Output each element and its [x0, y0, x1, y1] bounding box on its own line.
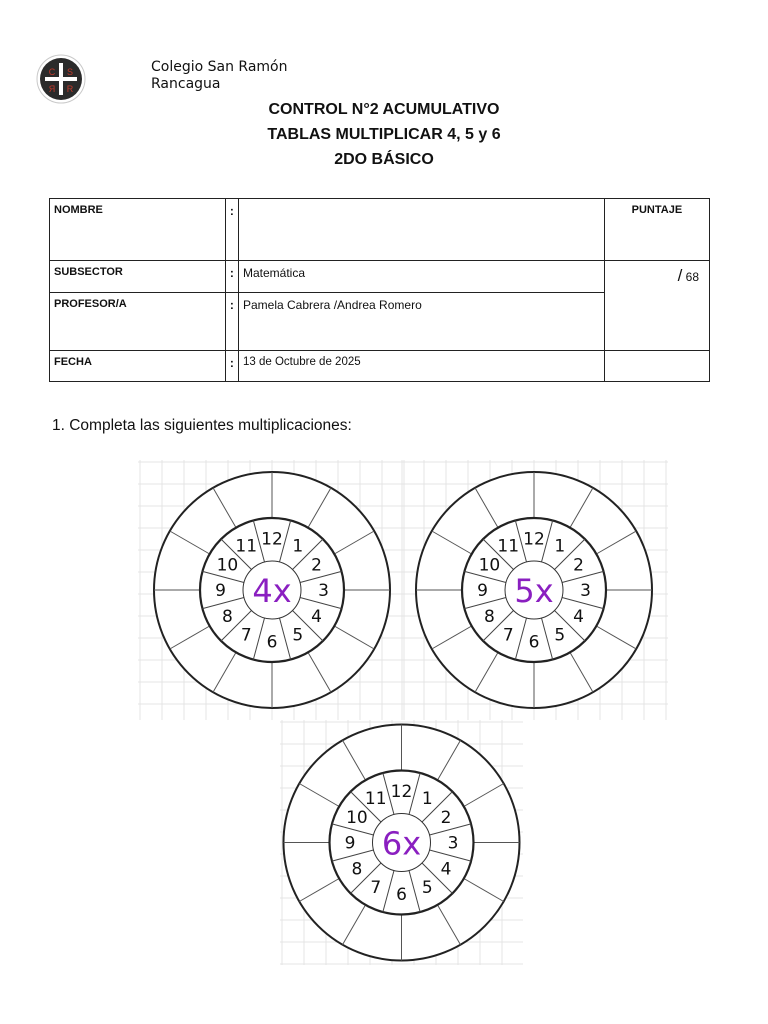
- school-header: [151, 59, 288, 93]
- fecha-value: 13 de Octubre de 2025: [238, 351, 604, 382]
- multiplication-wheel-4: [138, 460, 406, 720]
- wheel-number: 4: [573, 606, 585, 627]
- puntaje-label: PUNTAJE: [604, 199, 709, 261]
- wheel-number: 1: [421, 788, 433, 809]
- wheel-number: 2: [440, 807, 452, 828]
- multiplication-wheel-5: [400, 460, 668, 720]
- score-max: 68: [685, 270, 699, 284]
- wheel-center-label: 4x: [252, 572, 292, 610]
- wheel-number: 6: [396, 885, 407, 905]
- wheel-number: 8: [221, 606, 233, 627]
- wheel-number: 2: [573, 555, 585, 576]
- title-line-2: TABLAS MULTIPLICAR 4, 5 y 6: [267, 126, 501, 143]
- wheel-number: 9: [477, 581, 488, 601]
- wheel-center-label: 6x: [381, 824, 422, 863]
- wheel-number: 9: [215, 581, 226, 601]
- svg-text:C: C: [48, 67, 56, 77]
- row-nombre: [50, 199, 710, 261]
- profesor-value: Pamela Cabrera /Andrea Romero: [238, 293, 604, 351]
- wheel-number: 4: [311, 606, 323, 627]
- wheel-number: 5: [554, 625, 566, 646]
- wheel-number: 12: [390, 782, 413, 802]
- wheel-number: 11: [497, 536, 520, 557]
- score-slash: /: [677, 266, 683, 285]
- wheel-number: 10: [216, 555, 239, 576]
- svg-text:R: R: [48, 84, 56, 94]
- wheel-number: 11: [364, 788, 387, 809]
- wheel-number: 2: [311, 555, 323, 576]
- title-line-3: 2DO BÁSICO: [334, 151, 434, 168]
- colon: :: [225, 261, 238, 293]
- svg-text:R: R: [66, 84, 74, 94]
- wheel-number: 3: [318, 581, 329, 601]
- wheel-number: 5: [421, 878, 433, 899]
- wheel-number: 10: [346, 807, 368, 828]
- nombre-field[interactable]: [238, 199, 604, 261]
- wheel-number: 7: [502, 625, 514, 646]
- wheel-number: 12: [523, 529, 545, 550]
- wheel-number: 6: [528, 632, 540, 653]
- wheel-number: 8: [483, 606, 495, 627]
- fecha-label: FECHA: [50, 351, 226, 382]
- wheel-number: 11: [235, 536, 258, 557]
- subsector-value: Matemática: [238, 261, 604, 293]
- fecha-blank-cell: [604, 351, 709, 382]
- wheel-number: 3: [580, 581, 591, 601]
- wheel-number: 10: [478, 555, 501, 576]
- wheel-number: 1: [554, 536, 566, 557]
- school-name: Colegio San Ramón: [151, 59, 288, 75]
- colon: :: [225, 293, 238, 351]
- multiplication-wheel-6: [280, 720, 523, 965]
- wheel-number: 8: [351, 859, 363, 880]
- colon: :: [225, 199, 238, 261]
- question-1: 1. Completa las siguientes multiplicaciones:: [52, 417, 352, 434]
- row-subsector: [50, 261, 710, 293]
- wheel-number: 7: [370, 878, 382, 899]
- wheel-number: 4: [440, 859, 452, 880]
- colon: :: [225, 351, 238, 382]
- score-cell[interactable]: [604, 261, 709, 351]
- school-city: Rancagua: [151, 76, 221, 92]
- wheel-number: 6: [266, 632, 278, 653]
- row-fecha: [50, 351, 710, 382]
- profesor-label: PROFESOR/A: [50, 293, 226, 351]
- wheel-number: 7: [240, 625, 252, 646]
- student-info-table: [49, 198, 710, 382]
- wheel-number: 1: [292, 536, 304, 557]
- svg-text:S: S: [66, 67, 74, 77]
- wheel-number: 3: [447, 833, 459, 854]
- wheel-number: 12: [261, 529, 283, 550]
- wheel-center-label: 5x: [514, 572, 554, 610]
- wheel-number: 5: [292, 625, 304, 646]
- wheel-number: 9: [344, 833, 356, 854]
- nombre-label: NOMBRE: [50, 199, 226, 261]
- document-title: [0, 97, 768, 172]
- subsector-label: SUBSECTOR: [50, 261, 226, 293]
- title-line-1: CONTROL N°2 ACUMULATIVO: [268, 101, 500, 118]
